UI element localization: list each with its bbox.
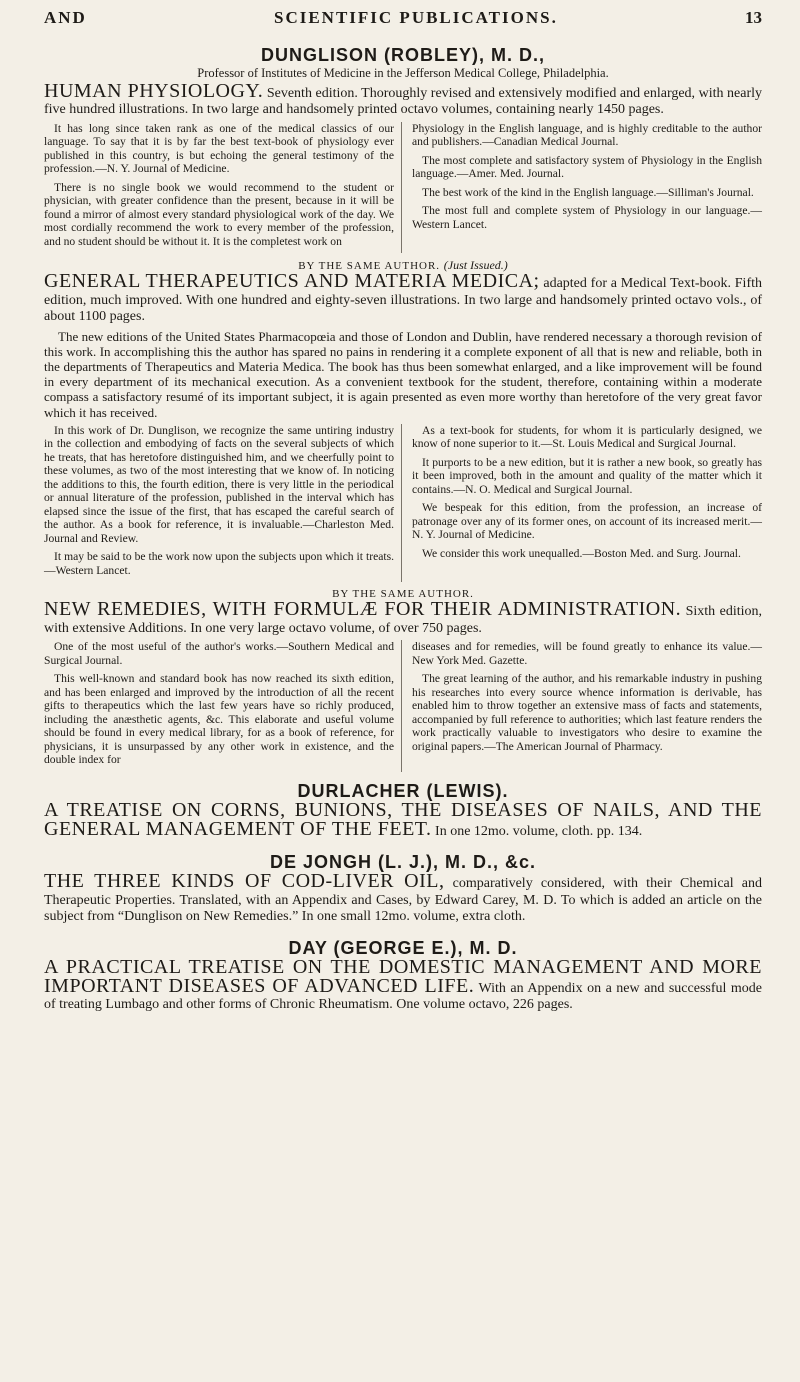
book-entry bbox=[44, 798, 762, 841]
author-heading: DURLACHER (LEWIS). bbox=[297, 780, 509, 801]
review-quote: We bespeak for this edition, from the profession, an increase of patronage over any of its former ones, on account of its increased merit.—N. Y. Journal of Medicine. bbox=[412, 501, 762, 542]
entry-dunglison-new-remedies bbox=[44, 587, 762, 771]
book-entry bbox=[44, 80, 763, 119]
review-quote: The most complete and satisfactory system of Physiology in the English language.—Amer. Med. Journal. bbox=[412, 153, 762, 181]
book-title: A TREATISE ON CORNS, BUNIONS, THE DISEASES OF NAILS, AND THE GENERAL MANAGEMENT OF THE FEET. bbox=[44, 798, 762, 840]
by-same-author-label: BY THE SAME AUTHOR. bbox=[332, 588, 474, 601]
review-columns bbox=[44, 640, 762, 772]
review-quote: This well-known and standard book has now reached its sixth edition, and has been enlarged and improved by the introduction of all the recent gifts to therapeutics which the last few years have so richly produced, including the anæsthetic agents, &c. This elaborate and useful volume should be found in every medical library, for as a book of reference, for physicians, it is unsurpassed by any other work in existence, and the double index for bbox=[44, 672, 394, 767]
review-column-left bbox=[44, 122, 402, 254]
review-column-right bbox=[412, 424, 762, 583]
book-title: HUMAN PHYSIOLOGY. bbox=[44, 80, 264, 102]
book-description: Seventh edition. Thoroughly revised and extensively modified and enlarged, with nearly five hundred illustrations. In two large and handsomely printed octavo volumes, containing nearly 1450 pages. bbox=[44, 86, 763, 118]
spacer bbox=[44, 772, 762, 780]
review-quote: The great learning of the author, and his remarkable industry in pushing his researches into every source whence information is derivable, has enabled him to throw together an extensive mass of facts and statements, accompanied by full reference to authorities; which last feature renders the work practically valuable to investigators who desire to examine the original papers.—The American Journal of Pharmacy. bbox=[412, 672, 762, 753]
book-title: A PRACTICAL TREATISE ON THE DOMESTIC MANAGEMENT AND MORE IMPORTANT DISEASES OF ADVANCED LIFE. bbox=[44, 955, 762, 997]
review-quote: It may be said to be the work now upon the subjects upon which it treats.—Western Lancet. bbox=[44, 550, 394, 577]
book-description: comparatively considered, with their Chemical and Therapeutic Properties. Translated, with an Appendix and Cases, by Edward Carey, M. D. To which is added an article on the subject from “Dunglison on New Remedies.” In one small 12mo. volume, extra cloth. bbox=[44, 876, 763, 925]
book-description: Sixth edition, with extensive Additions. In one very large octavo volume, of over 750 pages. bbox=[44, 604, 762, 636]
book-entry bbox=[44, 870, 763, 925]
review-quote: It purports to be a new edition, but it is rather a new book, so greatly has it been improved, both in the amount and quality of the matter which it contains.—N. O. Medical and Surgical Journal. bbox=[412, 455, 762, 496]
review-column-right bbox=[412, 640, 762, 772]
book-entry bbox=[44, 955, 762, 1014]
book-title: NEW REMEDIES, WITH FORMULÆ FOR THEIR ADMINISTRATION. bbox=[44, 598, 682, 621]
running-header-left: AND bbox=[44, 8, 87, 27]
review-column-left bbox=[44, 640, 402, 772]
just-issued-note: (Just Issued.) bbox=[443, 258, 508, 273]
review-quote: diseases and for remedies, will be found greatly to enhance its value.—New York Med. Gazette. bbox=[412, 640, 762, 667]
author-heading: DUNGLISON (ROBLEY), M. D., bbox=[261, 45, 545, 65]
spacer bbox=[44, 929, 762, 937]
review-quote: Physiology in the English language, and is highly creditable to the author and publishers.—Canadian Medical Journal. bbox=[412, 121, 762, 149]
author-heading: DE JONGH (L. J.), M. D., &c. bbox=[269, 852, 537, 873]
review-quote: There is no single book we would recommend to the student or physician, with greater confidence than the present, because in it will be found a mirror of almost every standard physiological work of the day. We most cordially recommend the work to every member of the profession, and no student should be without it. It is the completest work on bbox=[44, 180, 394, 248]
entry-dunglison-physiology bbox=[44, 44, 762, 253]
review-column-right bbox=[412, 122, 762, 254]
review-quote: The best work of the kind in the English language.—Silliman's Journal. bbox=[422, 185, 754, 199]
review-quote: The most full and complete system of Physiology in our language.—Western Lancet. bbox=[412, 204, 762, 231]
author-heading: DAY (GEORGE E.), M. D. bbox=[288, 937, 518, 958]
review-quote: We consider this work unequalled.—Boston Med. and Surg. Journal. bbox=[422, 546, 741, 560]
entry-dunglison-therapeutics bbox=[44, 258, 762, 582]
review-quote: In this work of Dr. Dunglison, we recognize the same untiring industry in the collection and embodying of facts on the several subjects of which he treats, that has heretofore distinguished him, and we cheerfully point to these volumes, as two of the most interesting that we know of. In noticing the additions to this, the fourth edition, there is very little in the periodical or annual literature of the profession, published in the interval which has elapsed since the issue of the first, that has escaped the careful search of the author. As a book for reference, it is invaluable.—Charleston Med. Journal and Review. bbox=[44, 423, 394, 545]
book-description: With an Appendix on a new and successful mode of treating Lumbago and other forms of Chronic Rheumatism. One volume octavo, 226 pages. bbox=[44, 981, 762, 1013]
entry-day bbox=[44, 937, 762, 1014]
entry-de-jongh bbox=[44, 851, 762, 925]
review-quote: One of the most useful of the author's works.—Southern Medical and Surgical Journal. bbox=[44, 640, 394, 667]
running-header bbox=[44, 0, 762, 44]
review-column-left bbox=[44, 424, 402, 583]
book-entry bbox=[44, 598, 762, 637]
by-same-author-label: BY THE SAME AUTHOR. bbox=[298, 260, 441, 273]
book-intro: The new editions of the United States Pharmacopœia and those of London and Dublin, have rendered necessary a thorough revision of this work. In accomplishing this the author has spared no pains in rendering it a complete exponent of all that is new and reliable, both in the departments of Therapeutics and Materia Medica. The book has thus been somewhat enlarged, and a like improvement will be found in every department of its mechanical execution. As a convenient textbook for the student, therefore, containing within a moderate compass a satisfactory resumé of its important subject, it is again presented as even more worthy than heretofore of the very great favor which it has received. bbox=[44, 328, 762, 420]
review-columns bbox=[44, 424, 762, 583]
page-number: 13 bbox=[745, 8, 762, 27]
book-description: In one 12mo. volume, cloth. pp. 134. bbox=[435, 823, 643, 839]
book-entry bbox=[44, 270, 763, 325]
author-affiliation: Professor of Institutes of Medicine in the Jefferson Medical College, Philadelphia. bbox=[197, 66, 609, 80]
spacer bbox=[44, 843, 762, 851]
running-header-title: SCIENTIFIC PUBLICATIONS. bbox=[273, 8, 558, 27]
book-description: adapted for a Medical Text-book. Fifth edition, much improved. With one hundred and eighty-seven illustrations. In two large and handsomely printed octavo vols., of about 1100 pages. bbox=[44, 276, 763, 325]
book-title: GENERAL THERAPEUTICS AND MATERIA MEDICA; bbox=[44, 270, 540, 293]
review-columns bbox=[44, 122, 762, 254]
review-quote: As a text-book for students, for whom it is particularly designed, we know of none superior to it.—St. Louis Medical and Surgical Journal. bbox=[412, 423, 762, 451]
book-title: THE THREE KINDS OF COD-LIVER OIL, bbox=[44, 870, 445, 893]
review-quote: It has long since taken rank as one of the medical classics of our language. To say that it is by far the best text-book of physiology ever published in this country, is but echoing the general testimony of the profession.—N. Y. Journal of Medicine. bbox=[44, 121, 394, 176]
entry-durlacher bbox=[44, 780, 762, 841]
